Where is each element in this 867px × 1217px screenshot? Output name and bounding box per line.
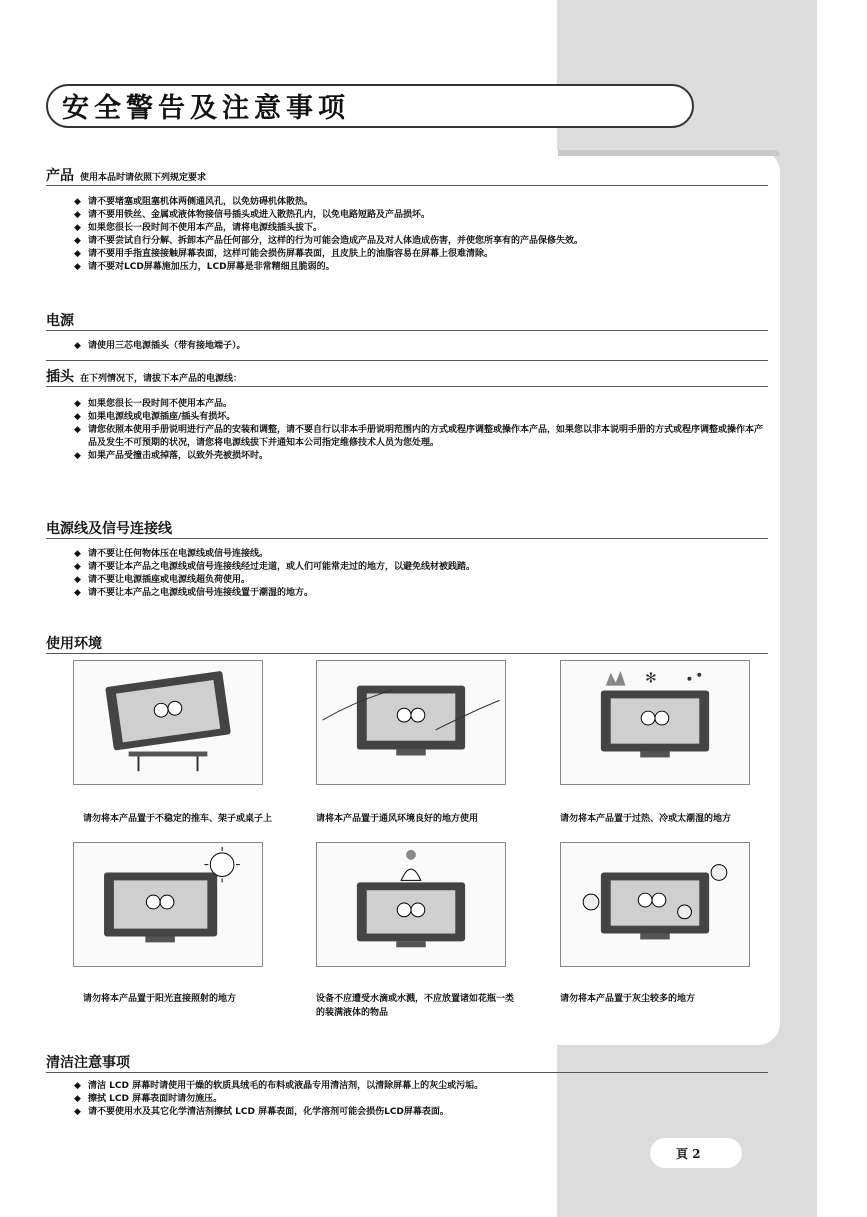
svg-text:✻: ✻ xyxy=(645,670,657,687)
section-plug-subtitle: 在下列情况下，请拔下本产品的电源线： xyxy=(80,374,243,384)
list-item: ◆ 请使用三芯电源插头（带有接地端子）。 xyxy=(74,341,246,351)
bullet-diamond-icon: ◆ xyxy=(74,210,81,220)
bullet-diamond-icon: ◆ xyxy=(74,588,81,598)
bullet-diamond-icon: ◆ xyxy=(74,425,81,435)
section-power-list xyxy=(74,340,769,353)
page-number: 頁 2 xyxy=(676,1147,701,1161)
list-item: ◆ 请不要用手指直接接触屏幕表面，这样可能会损伤屏幕表面，且皮肤上的油脂容易在屏幕上很难清除。 xyxy=(74,249,494,259)
caption-ventilation: 请将本产品置于通风环境良好的地方使用 xyxy=(316,814,479,824)
section-product-title: 产品 xyxy=(46,168,74,184)
bullet-diamond-icon: ◆ xyxy=(74,412,81,422)
list-item: ◆ 如果产品受撞击或掉落，以致外壳被损坏时。 xyxy=(74,451,269,461)
bullet-diamond-icon: ◆ xyxy=(74,236,81,246)
illustration-dust xyxy=(560,842,750,967)
section-cleaning-title: 清洁注意事项 xyxy=(46,1055,130,1071)
list-item: ◆ 如果您很长一段时间不使用本产品。 xyxy=(74,399,233,409)
bullet-diamond-icon: ◆ xyxy=(74,262,81,272)
section-cable-list xyxy=(74,548,769,600)
section-product-list xyxy=(74,196,769,274)
bullet-diamond-icon: ◆ xyxy=(74,341,81,351)
illustration-water-vase xyxy=(316,842,506,967)
caption-heat-cold: 请勿将本产品置于过热、冷或太潮湿的地方 xyxy=(560,814,732,824)
section-environment-title: 使用环境 xyxy=(46,636,102,652)
list-item: ◆ 请不要让本产品之电源线或信号连接线置于潮湿的地方。 xyxy=(74,588,314,598)
page-title: 安全警告及注意事项 xyxy=(62,93,350,124)
list-item: ◆ 如果电源线或电源插座/插头有损坏。 xyxy=(74,412,236,422)
list-item: ◆ 如果您很长一段时间不使用本产品，请将电源线插头拔下。 xyxy=(74,223,323,233)
bullet-diamond-icon: ◆ xyxy=(74,223,81,233)
section-environment-header xyxy=(46,633,768,654)
list-item: ◆ 清洁 LCD 屏幕时请使用干燥的软质具绒毛的布料或液晶专用清洁剂，以清除屏幕上的灰尘或污垢。 xyxy=(74,1081,484,1091)
list-item: ◆ 请不要让本产品之电源线或信号连接线经过走道，或人们可能常走过的地方，以避免线材被践踏。 xyxy=(74,562,476,572)
bullet-diamond-icon: ◆ xyxy=(74,1081,81,1091)
section-cleaning-list xyxy=(74,1080,769,1119)
caption-dust: 请勿将本产品置于灰尘较多的地方 xyxy=(560,994,696,1004)
illustration-ventilation xyxy=(316,660,506,785)
caption-direct-sunlight: 请勿将本产品置于阳光直接照射的地方 xyxy=(83,994,237,1004)
section-cleaning-header xyxy=(46,1052,768,1073)
bullet-diamond-icon: ◆ xyxy=(74,197,81,207)
bullet-diamond-icon: ◆ xyxy=(74,451,81,461)
illustration-heat-cold-humidity xyxy=(560,660,750,785)
list-item: ◆ 请不要尝试自行分解、拆卸本产品任何部分，这样的行为可能会造成产品及对人体造成伤害，并使您所享有的产品保修失效。 xyxy=(74,236,584,246)
bullet-diamond-icon: ◆ xyxy=(74,249,81,259)
list-item: ◆ 请不要让任何物体压在电源线或信号连接线。 xyxy=(74,549,269,559)
section-product-subtitle: 使用本品时请依照下列规定要求 xyxy=(80,173,207,183)
list-item: ◆ 请不要使用水及其它化学清洁剂擦拭 LCD 屏幕表面，化学溶剂可能会损伤LCD屏幕表面。 xyxy=(74,1107,449,1117)
section-product-header xyxy=(46,165,768,186)
section-power-header xyxy=(46,310,768,331)
caption-unstable-cart: 请勿将本产品置于不稳定的推车、架子或桌子上 xyxy=(83,814,273,824)
list-item: ◆ 请不要对LCD屏幕施加压力，LCD屏幕是非常精细且脆弱的。 xyxy=(74,262,335,272)
caption-water-vase: 设备不应遭受水滴或水溅，不应放置诸如花瓶一类的装满液体的物品 xyxy=(316,994,515,1018)
bullet-diamond-icon: ◆ xyxy=(74,399,81,409)
list-item: ◆ 请不要让电源插座或电源线超负荷使用。 xyxy=(74,575,251,585)
list-item: ◆ 请不要用铁丝、金属或液体物接信号插头或进入散热孔内，以免电路短路及产品损坏。 xyxy=(74,210,431,220)
section-power-title: 电源 xyxy=(46,313,74,329)
bullet-diamond-icon: ◆ xyxy=(74,1094,81,1104)
bullet-diamond-icon: ◆ xyxy=(74,1107,81,1117)
divider xyxy=(46,360,768,361)
illustration-unstable-cart xyxy=(73,660,263,785)
illustration-direct-sunlight xyxy=(73,842,263,967)
bullet-diamond-icon: ◆ xyxy=(74,562,81,572)
section-cable-title: 电源线及信号连接线 xyxy=(46,521,172,537)
section-plug-title: 插头 xyxy=(46,369,74,385)
card-top-bar xyxy=(558,150,780,156)
section-plug-header xyxy=(46,366,768,387)
list-item: ◆ 请不要堵塞或阻塞机体两侧通风孔，以免妨碍机体散热。 xyxy=(74,197,314,207)
list-item: ◆ 请您依照本使用手册说明进行产品的安装和调整，请不要自行以非本手册说明范围内的方式或程序调整或操作本产品，如果您以非本说明手册的方式或程序调整或操作本产品及发生不可预期的状况，请您将电源线拔下并通知本公司指定维修技术人员为您处理。 xyxy=(74,425,764,448)
section-cable-header xyxy=(46,518,768,539)
list-item: ◆ 擦拭 LCD 屏幕表面时请勿施压。 xyxy=(74,1094,223,1104)
bullet-diamond-icon: ◆ xyxy=(74,549,81,559)
bullet-diamond-icon: ◆ xyxy=(74,575,81,585)
section-plug-list xyxy=(74,398,769,463)
